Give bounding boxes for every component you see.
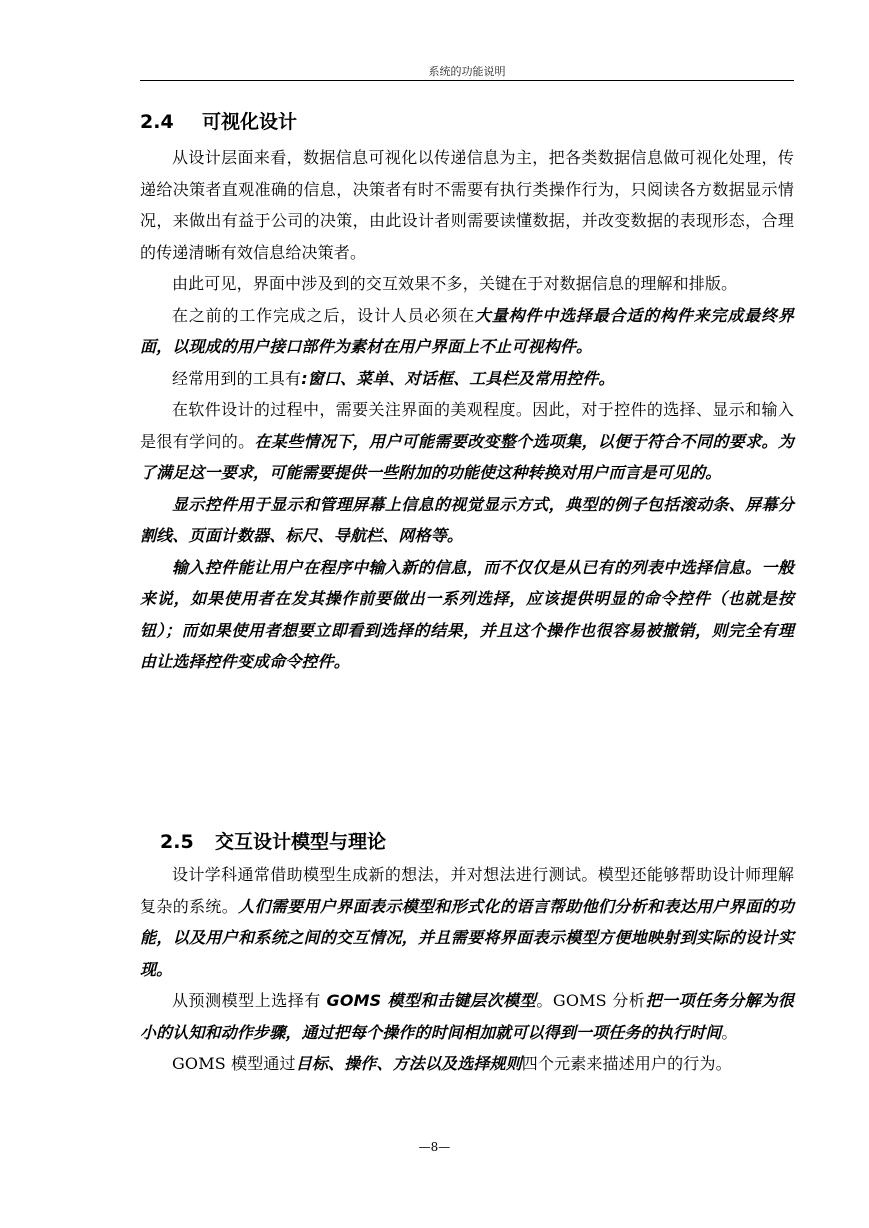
text-run: 设计学科通常借助模型生成新的想法，并对想法进行测试。模型还能够帮助设计师理解复杂的系统。 xyxy=(140,865,794,916)
emphasized-text: 人们需要用户界面表示模型和形式化的语言帮助他们分析和表达用户界面的功能，以及用户和系统之间的交互情况，并且需要将界面表示模型方便地映射到实际的设计实现。 xyxy=(140,896,794,979)
emphasized-text: GOMS 模型和击键层次模型 xyxy=(326,991,537,1010)
section-body-2-5 xyxy=(140,859,794,1080)
emphasized-text: 把一项任务分解为很小的认知和动作步骤，通过把每个操作的时间相加就可以得到一项任务的执行时间 xyxy=(140,991,794,1042)
paragraph xyxy=(140,300,794,363)
section-title: 交互设计模型与理论 xyxy=(215,831,387,853)
emphasized-text: 在某些情况下，用户可能需要改变整个选项集，以便于符合不同的要求。为了满足这一要求，可能需要提供一些附加的功能使这种转换对用户而言是可见的。 xyxy=(140,431,794,482)
emphasized-text: 显示控件用于显示和管理屏幕上信息的视觉显示方式，典型的例子包括滚动条、屏幕分割线、页面计数器、标尺、导航栏、网格等。 xyxy=(140,494,794,545)
text-run: 经常用到的工具有 xyxy=(172,368,302,388)
emphasized-text: 目标、操作、方法以及选择规则 xyxy=(295,1054,522,1073)
running-header: 系统的功能说明 xyxy=(428,65,506,78)
paragraph xyxy=(140,1048,794,1080)
text-run: 从预测模型上选择有 xyxy=(172,991,327,1010)
section-number: 2.5 xyxy=(160,831,194,853)
section-heading-2-5 xyxy=(160,827,386,854)
section-heading-2-4 xyxy=(140,107,297,134)
paragraph xyxy=(140,363,794,395)
text-run: 四个元素来描述用户的行为。 xyxy=(521,1054,732,1073)
page-number: —8— xyxy=(418,1140,451,1154)
text-run: GOMS 模型通过 xyxy=(172,1054,296,1073)
section-number: 2.4 xyxy=(140,111,174,133)
paragraph xyxy=(140,394,794,489)
text-run: 。 xyxy=(721,1022,738,1042)
text-run: 从设计层面来看，数据信息可视化以传递信息为主，把各类数据信息做可视化处理，传递给决策者直观准确的信息，决策者有时不需要有执行类操作行为，只阅读各方数据显示情况，来做出有益于公司的决策，由此设计者则需要读懂数据，并改变数据的表现形态，合理的传递清晰有效信息给决策者。 xyxy=(140,148,794,262)
paragraph xyxy=(140,268,794,300)
section-body-2-4 xyxy=(140,142,794,678)
emphasized-text: :窗口、菜单、对话框、工具栏及常用控件。 xyxy=(301,368,615,388)
paragraph xyxy=(140,552,794,678)
text-run: 由此可见，界面中涉及到的交互效果不多，关键在于对数据信息的理解和排版。 xyxy=(172,274,738,293)
emphasized-text: 输入控件能让用户在程序中输入新的信息，而不仅仅是从已有的列表中选择信息。一般来说，如果使用者在发其操作前要做出一系列选择，应该提供明显的命令控件（也就是按钮）；而如果使用者想要立即看到选择的结果，并且这个操作也很容易被撤销，则完全有理由让选择控件变成命令控件。 xyxy=(140,557,794,671)
emphasized-text: 大量构件中选择最合适的构件来完成最终界面，以现成的用户接口部件为素材在用户界面上不止可视构件。 xyxy=(140,305,794,356)
text-run: 在之前的工作完成之后，设计人员必须在 xyxy=(172,305,475,325)
paragraph xyxy=(140,142,794,268)
paragraph xyxy=(140,985,794,1048)
header-rule xyxy=(140,80,794,81)
text-run: 在软件设计的过程中，需要关注界面的美观程度。因此，对于控件的选择、显示和输入是很有学问的。 xyxy=(140,400,794,451)
paragraph xyxy=(140,859,794,985)
paragraph xyxy=(140,489,794,552)
text-run: 。GOMS 分析 xyxy=(536,991,646,1010)
section-title: 可视化设计 xyxy=(202,111,298,133)
